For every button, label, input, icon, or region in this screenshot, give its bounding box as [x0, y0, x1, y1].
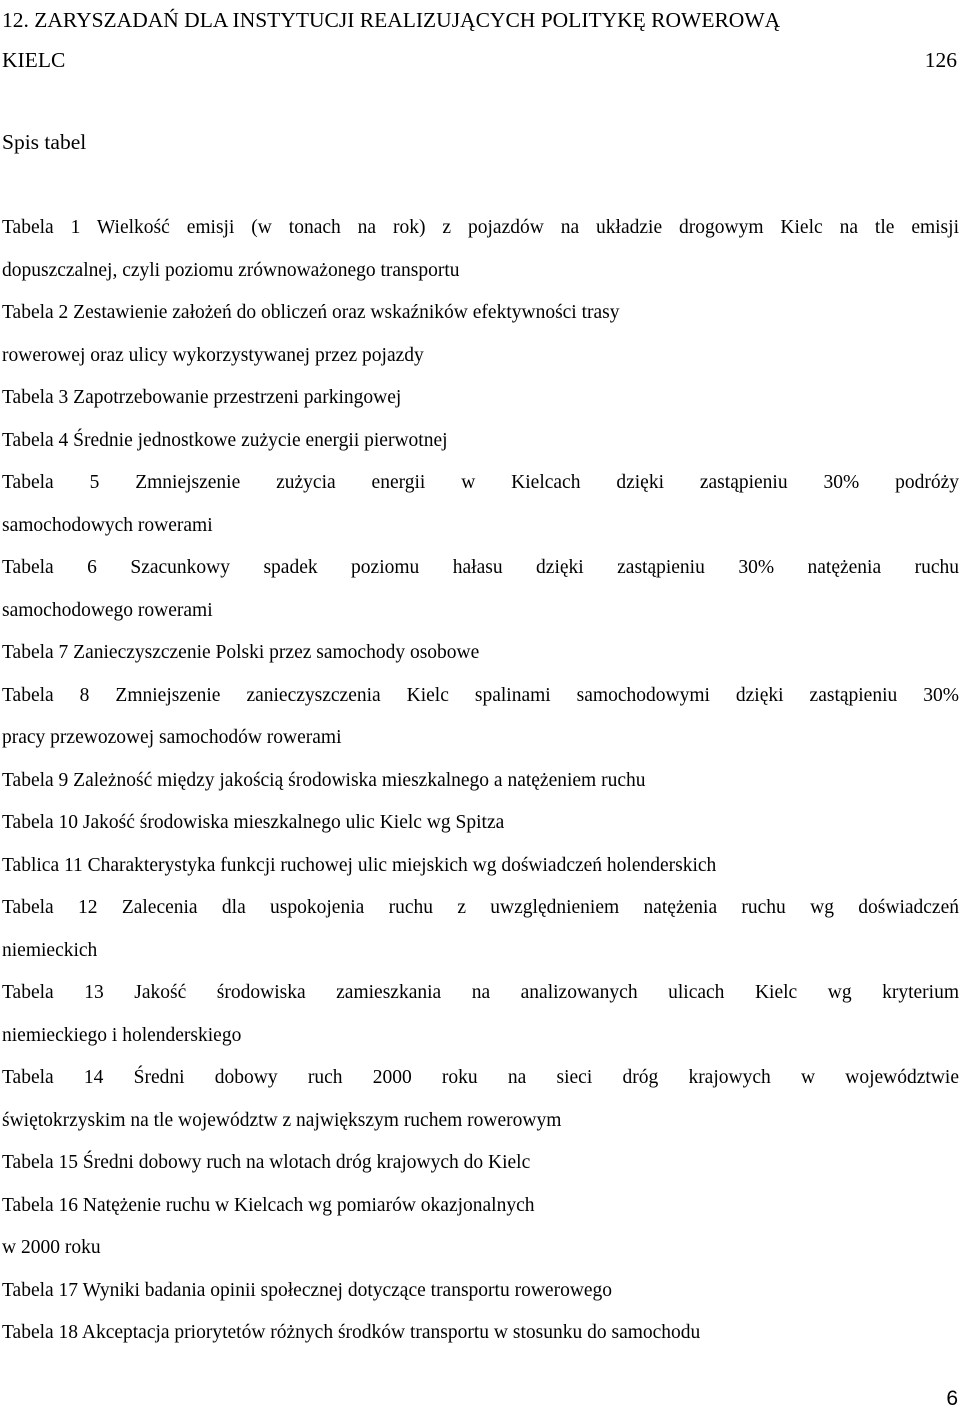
chapter-heading-line-2: KIELC: [2, 48, 66, 72]
table-entry-3: [2, 377, 959, 420]
table-entry-4-line-1: Tabela 4 Średnie jednostkowe zużycie energii pierwotnej: [2, 429, 448, 451]
table-entry-8: [2, 675, 959, 760]
table-list: [2, 207, 959, 1355]
table-entry-2-line-1: Tabela 2 Zestawienie założeń do obliczeń oraz wskaźników efektywności trasy: [2, 302, 620, 323]
table-entry-13-line-2: niemieckiego i holenderskiego: [2, 1024, 242, 1046]
table-entry-12-line-2: niemieckich: [2, 939, 98, 961]
table-entry-16-line-1: Tabela 16 Natężenie ruchu w Kielcach wg pomiarów okazjonalnych: [2, 1194, 535, 1216]
table-entry-10-line-1: Tabela 10 Jakość środowiska mieszkalnego ulic Kielc wg Spitza: [2, 812, 505, 833]
table-entry-1-line-1: Tabela 1 Wielkość emisji (w tonach na rok) z pojazdów na układzie drogowym Kielc na tle emisji: [2, 217, 959, 238]
table-entry-15-line-1: Tabela 15 Średni dobowy ruch na wlotach dróg krajowych do Kielc: [2, 1152, 531, 1173]
table-entry-9: [2, 760, 959, 803]
table-entry-13-line-1: Tabela 13 Jakość środowiska zamieszkania na analizowanych ulicach Kielc wg kryterium: [2, 982, 959, 1003]
table-entry-7: [2, 632, 959, 675]
table-entry-11: [2, 845, 959, 888]
table-entry-18-line-1: Tabela 18 Akceptacja priorytetów różnych środków transportu w stosunku do samochodu: [2, 1322, 701, 1343]
page-number: 6: [946, 1387, 958, 1410]
table-entry-5-line-2: samochodowych rowerami: [2, 514, 213, 536]
table-entry-14: [2, 1057, 959, 1142]
table-entry-8-line-1: Tabela 8 Zmniejszenie zanieczyszczenia Kielc spalinami samochodowymi dzięki zastąpieniu 30%: [2, 684, 959, 706]
chapter-heading-page-number: 126: [924, 48, 957, 72]
section-title: Spis tabel: [2, 130, 87, 154]
table-entry-14-line-2: świętokrzyskim na tle województw z największym ruchem rowerowym: [2, 1109, 562, 1131]
table-entry-10: [2, 802, 959, 845]
table-entry-11-line-1: Tablica 11 Charakterystyka funkcji ruchowej ulic miejskich wg doświadczeń holenderskich: [2, 854, 717, 876]
table-entry-6-line-2: samochodowego rowerami: [2, 599, 213, 621]
table-entry-13: [2, 972, 959, 1057]
table-entry-16: [2, 1185, 959, 1270]
table-entry-3-line-1: Tabela 3 Zapotrzebowanie przestrzeni parkingowej: [2, 387, 402, 408]
table-entry-5: [2, 462, 959, 547]
table-entry-12: [2, 887, 959, 972]
table-entry-14-line-1: Tabela 14 Średni dobowy ruch 2000 roku na sieci dróg krajowych w województwie: [2, 1067, 959, 1088]
table-entry-8-line-2: pracy przewozowej samochodów rowerami: [2, 727, 342, 748]
table-entry-4: [2, 420, 959, 463]
table-entry-6: [2, 547, 959, 632]
table-entry-9-line-1: Tabela 9 Zależność między jakością środowiska mieszkalnego a natężeniem ruchu: [2, 769, 646, 791]
table-entry-12-line-1: Tabela 12 Zalecenia dla uspokojenia ruchu z uwzględnieniem natężenia ruchu wg doświadczeń: [2, 897, 959, 918]
table-entry-18: [2, 1312, 959, 1355]
chapter-heading-line-1: 12. ZARYSZADAŃ DLA INSTYTUCJI REALIZUJĄCYCH POLITYKĘ ROWEROWĄ: [2, 8, 781, 32]
table-entry-17: [2, 1270, 959, 1313]
table-entry-5-line-1: Tabela 5 Zmniejszenie zużycia energii w Kielcach dzięki zastąpieniu 30% podróży: [2, 472, 959, 493]
chapter-heading: [2, 0, 957, 80]
table-entry-6-line-1: Tabela 6 Szacunkowy spadek poziomu hałasu dzięki zastąpieniu 30% natężenia ruchu: [2, 557, 959, 578]
table-entry-15: [2, 1142, 959, 1185]
table-entry-2: [2, 292, 959, 377]
table-entry-7-line-1: Tabela 7 Zanieczyszczenie Polski przez samochody osobowe: [2, 642, 480, 663]
table-entry-1: [2, 207, 959, 292]
table-entry-1-line-2: dopuszczalnej, czyli poziomu zrównoważonego transportu: [2, 259, 460, 281]
table-entry-17-line-1: Tabela 17 Wyniki badania opinii społecznej dotyczące transportu rowerowego: [2, 1279, 613, 1301]
table-entry-16-line-2: w 2000 roku: [2, 1237, 101, 1258]
table-entry-2-line-2: rowerowej oraz ulicy wykorzystywanej przez pojazdy: [2, 344, 424, 366]
